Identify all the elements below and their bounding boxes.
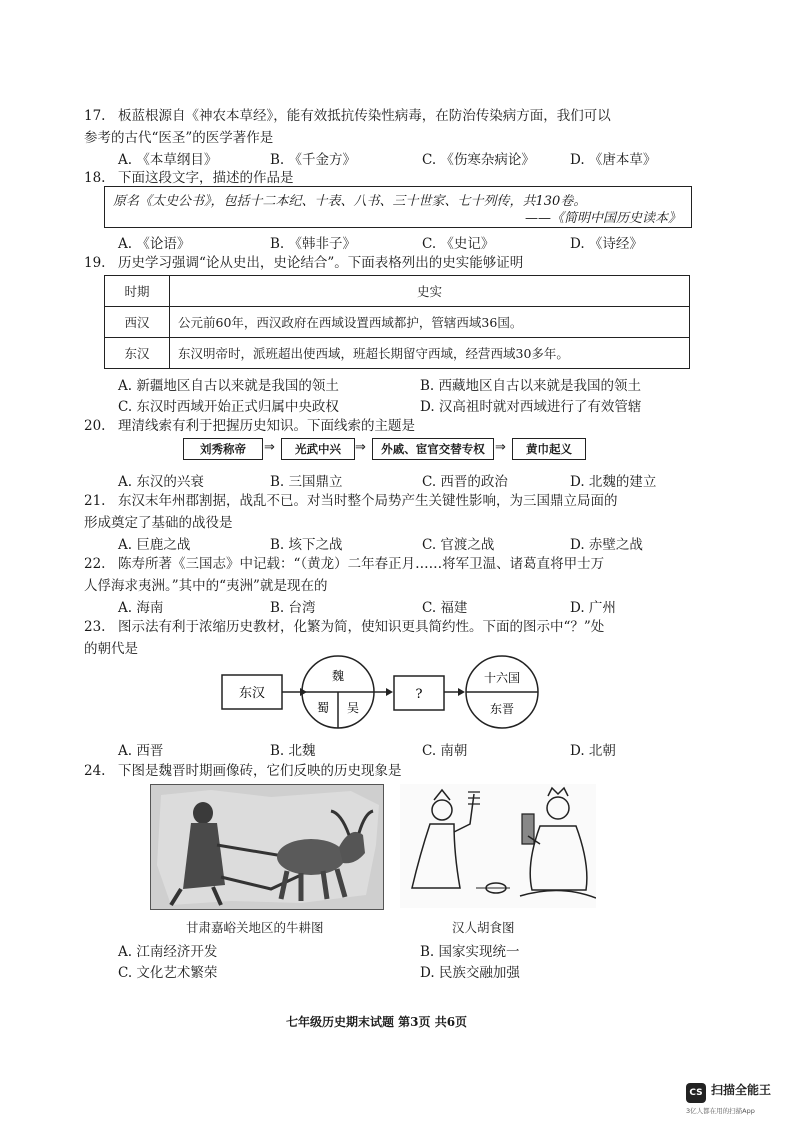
question-stem-cont: 形成奠定了基础的战役是 bbox=[84, 515, 233, 531]
option-d[interactable]: D. 民族交融加强 bbox=[420, 965, 520, 981]
option-d[interactable]: D. 《诗经》 bbox=[570, 236, 643, 252]
option-a[interactable]: A. 《本草纲目》 bbox=[118, 152, 218, 168]
ox-plowing-image bbox=[150, 784, 384, 910]
question-stem: 陈寿所著《三国志》中记载：“（黄龙）二年春正月……将军卫温、诸葛直将甲士万 bbox=[118, 556, 605, 572]
option-b[interactable]: B. 《千金方》 bbox=[270, 152, 357, 168]
question-stem-cont: 参考的古代“医圣”的医学著作是 bbox=[84, 130, 274, 146]
options-23 bbox=[118, 739, 688, 760]
option-d[interactable]: D. 北朝 bbox=[570, 743, 616, 759]
question-number: 17. bbox=[84, 108, 106, 124]
option-a[interactable]: A. 巨鹿之战 bbox=[118, 537, 191, 553]
question-number: 24. bbox=[84, 763, 106, 779]
option-a[interactable]: A. 《论语》 bbox=[118, 236, 191, 252]
option-c[interactable]: C. 文化艺术繁荣 bbox=[118, 965, 218, 981]
history-table bbox=[104, 275, 690, 369]
table-cell-fact: 东汉明帝时，派班超出使西域，班超长期留守西域，经营西域30多年。 bbox=[170, 338, 690, 369]
kingdom-wu: 吴 bbox=[346, 701, 360, 715]
question-stem: 下面这段文字，描述的作品是 bbox=[118, 170, 294, 186]
options-24a bbox=[118, 940, 688, 961]
camscanner-logo-icon: CS bbox=[686, 1083, 706, 1103]
hu-food-drawing bbox=[400, 784, 596, 908]
question-number: 22. bbox=[84, 556, 106, 572]
table-cell-fact: 公元前60年，西汉政府在西域设置西域都护，管辖西域36国。 bbox=[170, 307, 690, 338]
clue-arrow: ⇒ bbox=[355, 440, 366, 455]
option-c[interactable]: C. 西晋的政治 bbox=[422, 474, 508, 490]
table-header: 史实 bbox=[170, 276, 690, 307]
options-18 bbox=[118, 232, 688, 253]
question-24 bbox=[84, 760, 684, 782]
han-people-eating-hu-food-image bbox=[400, 784, 596, 908]
option-d[interactable]: D. 广州 bbox=[570, 600, 616, 616]
page-footer: 七年级历史期末试题 第3页 共6页 bbox=[286, 1015, 468, 1029]
question-22 bbox=[84, 553, 684, 597]
option-c[interactable]: C. 福建 bbox=[422, 600, 468, 616]
option-c[interactable]: C. 《伤寒杂病论》 bbox=[422, 152, 535, 168]
option-b[interactable]: B. 垓下之战 bbox=[270, 537, 343, 553]
option-b[interactable]: B. 西藏地区自古以来就是我国的领土 bbox=[420, 378, 642, 394]
quote-source: ——《简明中国历史读本》 bbox=[524, 211, 681, 226]
question-20 bbox=[84, 415, 684, 437]
options-22 bbox=[118, 596, 688, 617]
quote-box bbox=[104, 186, 692, 228]
question-stem: 东汉末年州郡割据，战乱不已。对当时整个局势产生关键性影响，为三国鼎立局面的 bbox=[118, 493, 618, 509]
table-header-row bbox=[105, 276, 690, 307]
kingdom-shu: 蜀 bbox=[316, 701, 330, 715]
start-label: 东汉 bbox=[238, 686, 266, 701]
quote-text: 原名《太史公书》，包括十二本纪、十表、八书、三十世家、七十列传，共130卷。 bbox=[113, 194, 587, 209]
image-caption-2: 汉人胡食图 bbox=[452, 920, 515, 935]
dynasty-diagram bbox=[210, 652, 550, 736]
option-d[interactable]: D. 汉高祖时就对西域进行了有效管辖 bbox=[420, 399, 642, 415]
table-cell-period: 东汉 bbox=[105, 338, 170, 369]
clue-box-4: 黄巾起义 bbox=[512, 438, 586, 460]
option-a[interactable]: A. 西晋 bbox=[118, 743, 164, 759]
sixteen-kingdoms-label: 十六国 bbox=[483, 671, 521, 685]
options-17 bbox=[118, 148, 688, 169]
option-b[interactable]: B. 《韩非子》 bbox=[270, 236, 357, 252]
table-cell-period: 西汉 bbox=[105, 307, 170, 338]
option-a[interactable]: A. 江南经济开发 bbox=[118, 944, 218, 960]
clue-arrow: ⇒ bbox=[495, 440, 506, 455]
watermark-tagline: 3亿人都在用的扫描App bbox=[686, 1107, 755, 1115]
question-stem: 板蓝根源自《神农本草经》，能有效抵抗传染性病毒，在防治传染病方面，我们可以 bbox=[118, 108, 611, 124]
unknown-label: ? bbox=[415, 687, 423, 702]
arrow-head bbox=[386, 688, 393, 696]
option-b[interactable]: B. 北魏 bbox=[270, 743, 316, 759]
table-row bbox=[105, 307, 690, 338]
option-d[interactable]: D. 北魏的建立 bbox=[570, 474, 657, 490]
option-c[interactable]: C. 官渡之战 bbox=[422, 537, 495, 553]
ox-plowing-drawing bbox=[151, 785, 383, 909]
options-19b bbox=[118, 395, 688, 416]
option-b[interactable]: B. 台湾 bbox=[270, 600, 316, 616]
option-a[interactable]: A. 海南 bbox=[118, 600, 164, 616]
option-c[interactable]: C. 东汉时西域开始正式归属中央政权 bbox=[118, 399, 339, 415]
option-a[interactable]: A. 东汉的兴衰 bbox=[118, 474, 204, 490]
question-stem-cont: 的朝代是 bbox=[84, 641, 138, 657]
options-21 bbox=[118, 533, 688, 554]
clue-box-2: 光武中兴 bbox=[281, 438, 355, 460]
arrow-head bbox=[458, 688, 465, 696]
clue-box-1: 刘秀称帝 bbox=[183, 438, 263, 460]
question-number: 18. bbox=[84, 170, 106, 186]
table-header: 时期 bbox=[105, 276, 170, 307]
question-17 bbox=[84, 105, 684, 149]
eastern-jin-label: 东晋 bbox=[489, 702, 515, 716]
option-a[interactable]: A. 新疆地区自古以来就是我国的领土 bbox=[118, 378, 339, 394]
question-stem: 图示法有利于浓缩历史教材，化繁为简，使知识更具简约性。下面的图示中“？”处 bbox=[118, 619, 605, 635]
question-number: 21. bbox=[84, 493, 106, 509]
option-c[interactable]: C. 南朝 bbox=[422, 743, 468, 759]
question-stem: 理清线索有利于把握历史知识。下面线索的主题是 bbox=[118, 418, 415, 434]
question-stem: 下图是魏晋时期画像砖，它们反映的历史现象是 bbox=[118, 763, 402, 779]
kingdom-wei: 魏 bbox=[331, 669, 345, 683]
option-c[interactable]: C. 《史记》 bbox=[422, 236, 495, 252]
option-b[interactable]: B. 国家实现统一 bbox=[420, 944, 520, 960]
question-21 bbox=[84, 490, 684, 534]
clue-box-3: 外戚、宦官交替专权 bbox=[372, 438, 494, 460]
options-19a bbox=[118, 374, 688, 395]
option-b[interactable]: B. 三国鼎立 bbox=[270, 474, 343, 490]
question-number: 23. bbox=[84, 619, 106, 635]
question-number: 19. bbox=[84, 255, 106, 271]
option-d[interactable]: D. 《唐本草》 bbox=[570, 152, 657, 168]
option-d[interactable]: D. 赤壁之战 bbox=[570, 537, 643, 553]
options-20 bbox=[118, 470, 688, 491]
table-row bbox=[105, 338, 690, 369]
question-stem: 历史学习强调“论从史出，史论结合”。下面表格列出的史实能够证明 bbox=[118, 255, 524, 271]
question-stem-cont: 人俘海求夷洲。”其中的“夷洲”就是现在的 bbox=[84, 578, 328, 594]
clue-arrow: ⇒ bbox=[264, 440, 275, 455]
image-caption-1: 甘肃嘉峪关地区的牛耕图 bbox=[186, 920, 324, 935]
watermark-name: 扫描全能王 bbox=[711, 1083, 772, 1097]
question-number: 20. bbox=[84, 418, 106, 434]
options-24b bbox=[118, 961, 688, 982]
question-19 bbox=[84, 252, 684, 274]
